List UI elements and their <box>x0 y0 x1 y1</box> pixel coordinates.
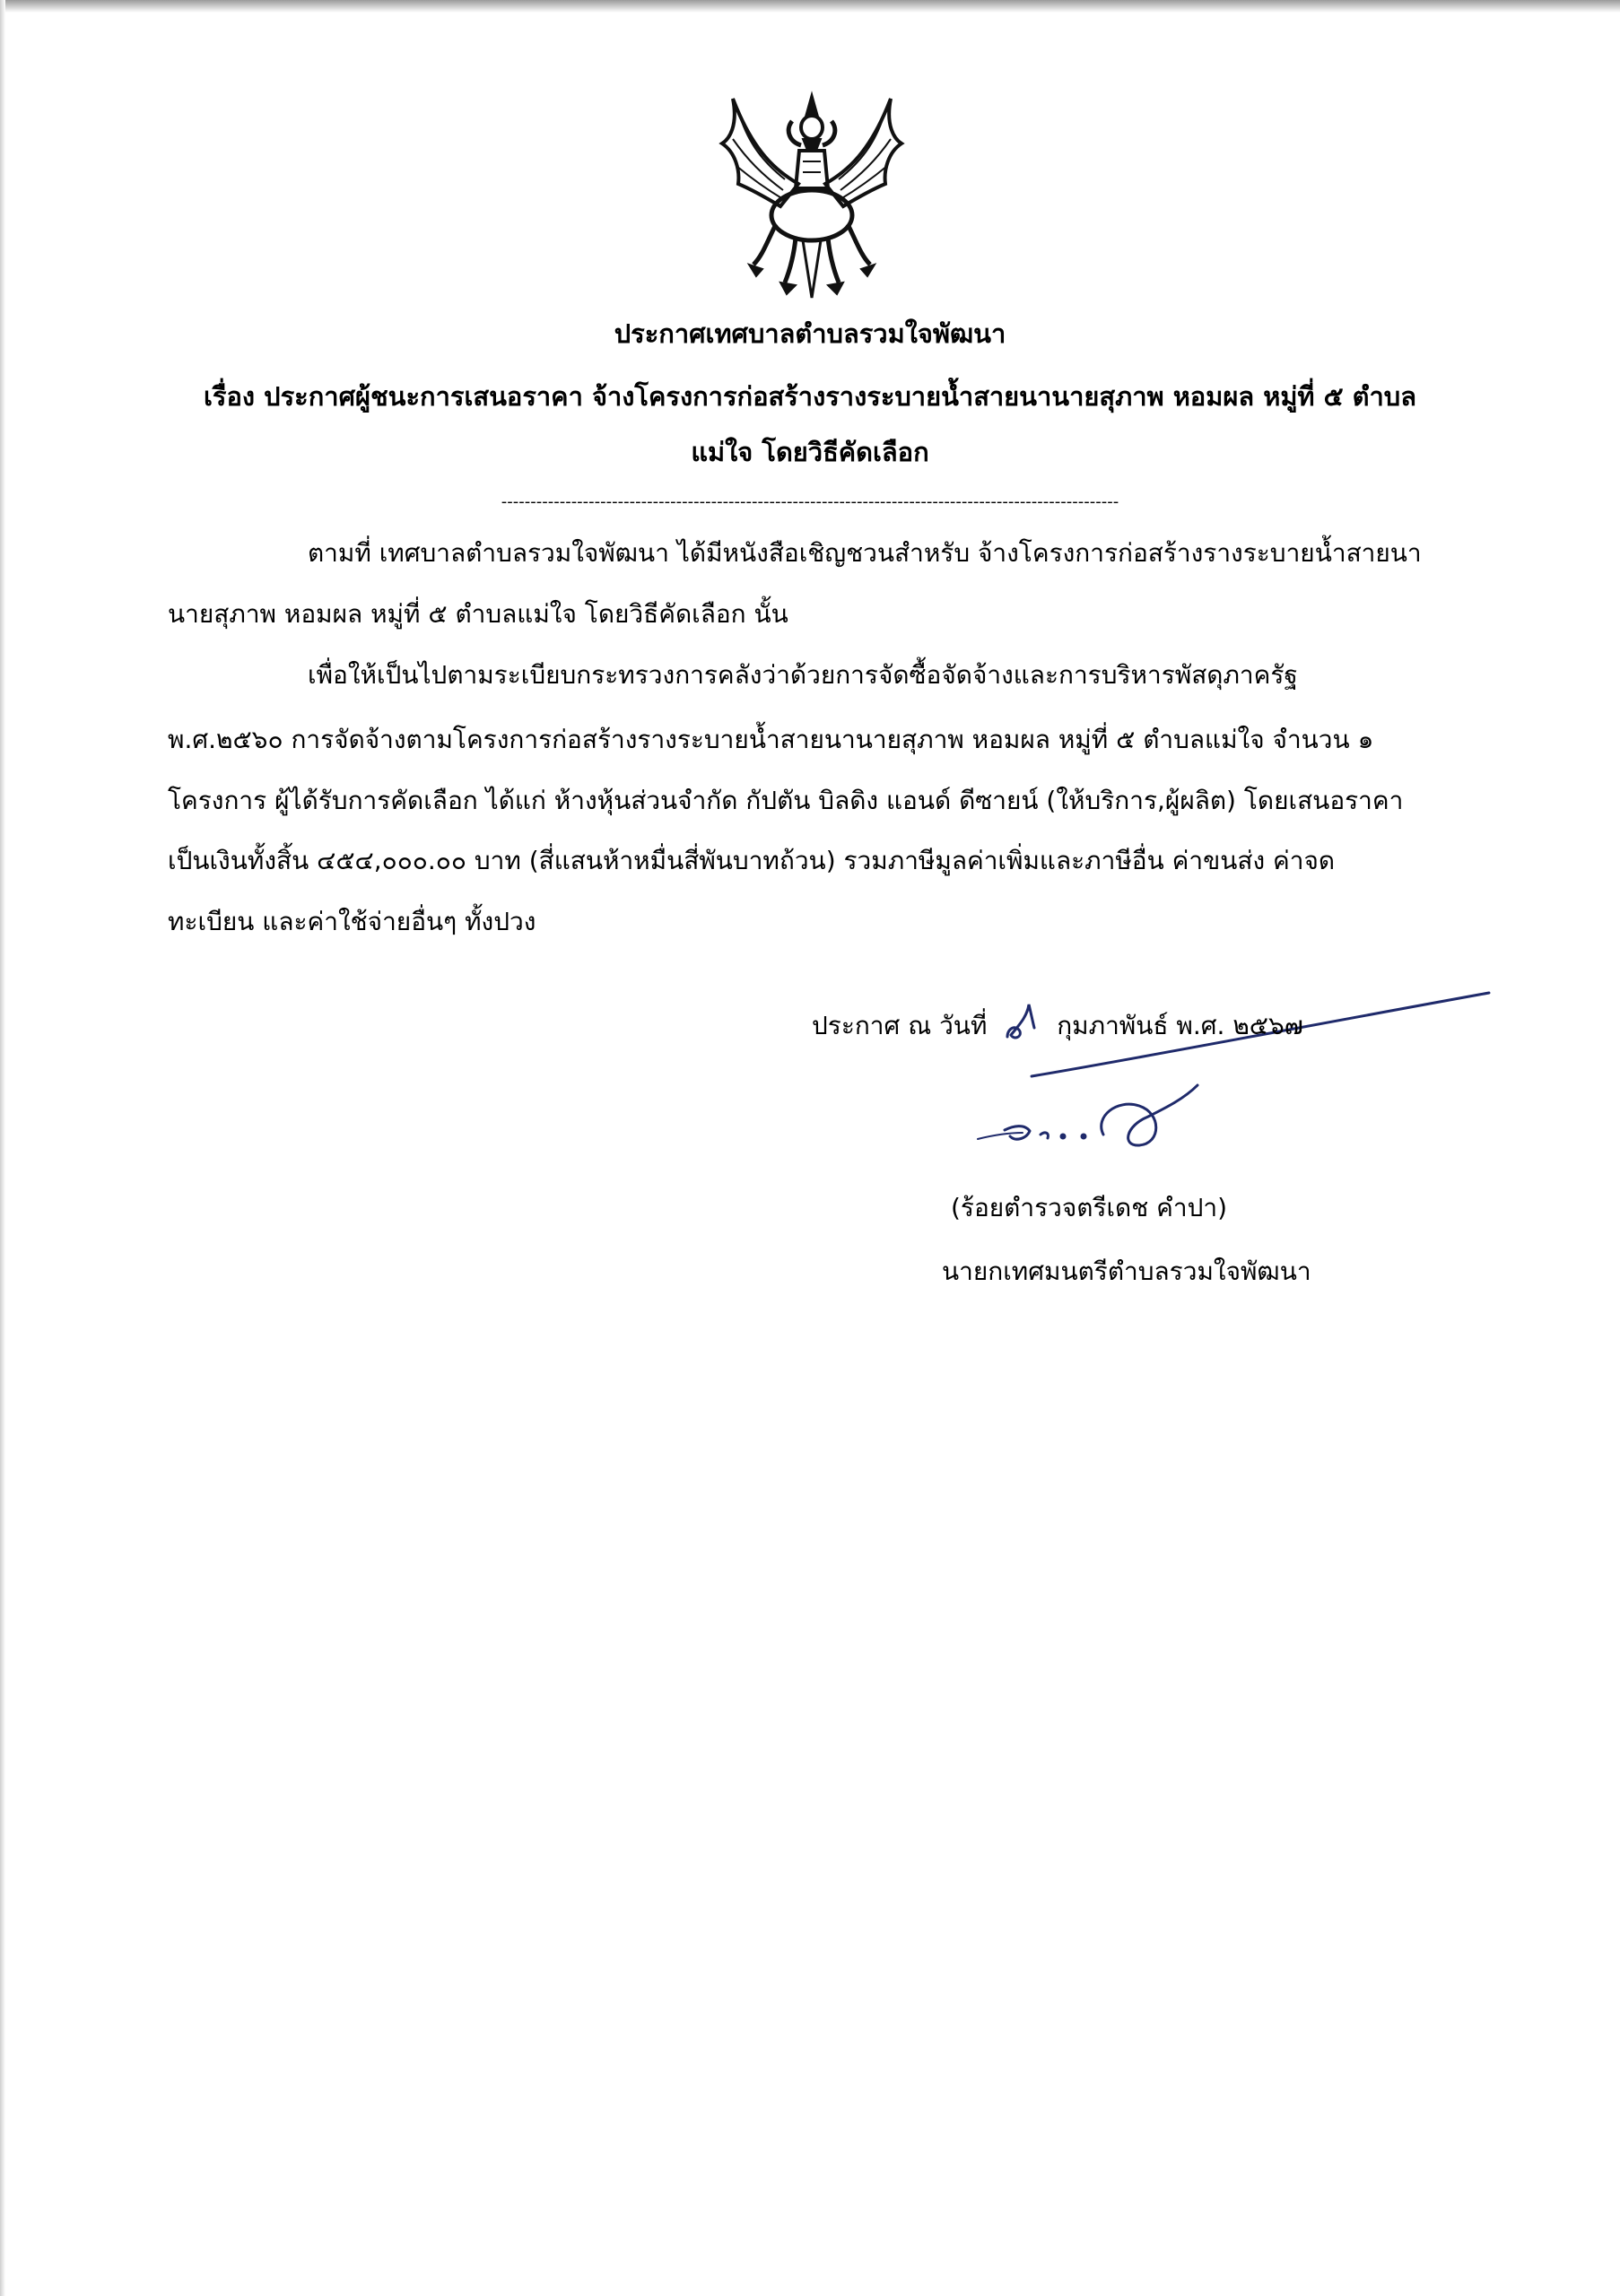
signer-name: (ร้อยตำรวจตรีเดช คำปา) <box>951 1193 1228 1222</box>
garuda-emblem-icon <box>713 90 910 300</box>
body-paragraph-1-line-2: นายสุภาพ หอมผล หมู่ที่ ๕ ตำบลแม่ใจ โดยวิธีคัดเลือก นั้น <box>168 599 788 629</box>
announcement-subject-line-2: แม่ใจ โดยวิธีคัดเลือก <box>691 437 929 467</box>
body-paragraph-2-line-3: โครงการ ผู้ได้รับการคัดเลือก ได้แก่ ห้างหุ้นส่วนจำกัด กัปตัน บิลดิง แอนด์ ดีซายน์ (ให้บริการ,ผู้ผลิต) โดยเสนอราคา <box>168 786 1404 815</box>
signer-title: นายกเทศมนตรีตำบลรวมใจพัฒนา <box>942 1257 1311 1286</box>
divider: ---------------------------------------------------------------------------------------------------------- <box>501 492 1119 511</box>
scan-edge-top <box>0 0 1620 13</box>
announcement-organization: ประกาศเทศบาลตำบลรวมใจพัฒนา <box>614 318 1006 349</box>
announcement-subject-line-1: เรื่อง ประกาศผู้ชนะการเสนอราคา จ้างโครงการก่อสร้างรางระบายน้ำสายนานายสุภาพ หอมผล หมู่ที่ ๕ ตำบล <box>204 381 1416 412</box>
body-paragraph-2-line-2: พ.ศ.๒๕๖๐ การจัดจ้างตามโครงการก่อสร้างรางระบายน้ำสายนานายสุภาพ หอมผล หมู่ที่ ๕ ตำบลแม่ใจ จำนวน ๑ <box>168 725 1374 754</box>
date-suffix: กุมภาพันธ์ พ.ศ. ๒๕๖๗ <box>1057 1011 1303 1040</box>
date-day-handwritten <box>995 1008 1049 1044</box>
body-paragraph-2-line-1: เพื่อให้เป็นไปตามระเบียบกระทรวงการคลังว่าด้วยการจัดซื้อจัดจ้างและการบริหารพัสดุภาครัฐ <box>308 660 1298 690</box>
body-paragraph-2-line-5: ทะเบียน และค่าใช้จ่ายอื่นๆ ทั้งปวง <box>168 907 536 936</box>
announcement-date <box>812 1008 1303 1044</box>
body-paragraph-1-line-1: ตามที่ เทศบาลตำบลรวมใจพัฒนา ได้มีหนังสือเชิญชวนสำหรับ จ้างโครงการก่อสร้างรางระบายน้ำสายนา <box>308 538 1422 568</box>
body-paragraph-2-line-4: เป็นเงินทั้งสิ้น ๔๕๔,๐๐๐.๐๐ บาท (สี่แสนห้าหมื่นสี่พันบาทถ้วน) รวมภาษีมูลค่าเพิ่มและภาษีอื่น ค่าขนส่ง ค่าจด <box>168 846 1336 875</box>
date-prefix: ประกาศ ณ วันที่ <box>812 1011 988 1040</box>
